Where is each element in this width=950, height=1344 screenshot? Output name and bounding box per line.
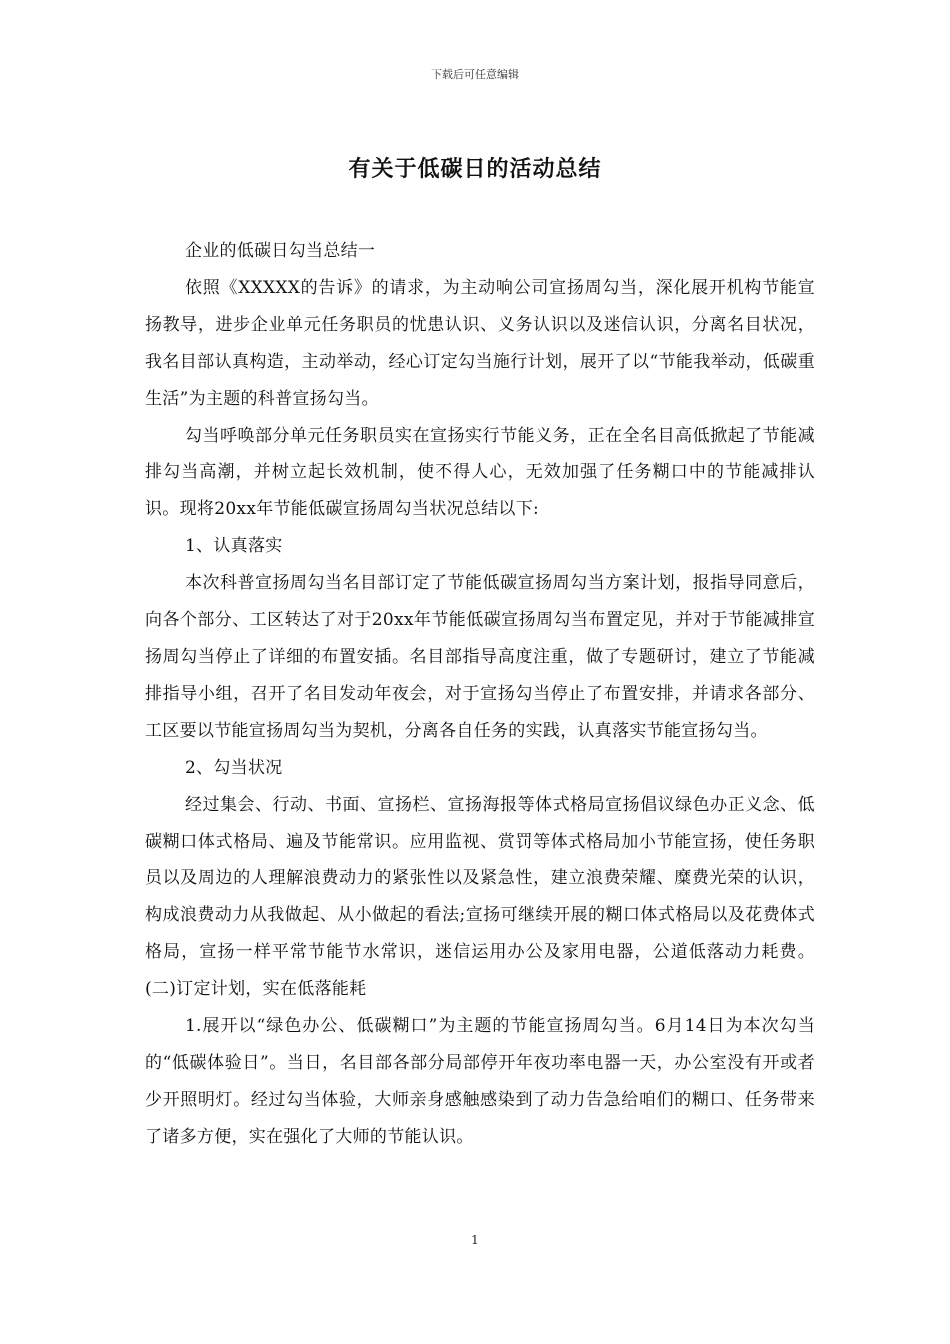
paragraph-implementation: 本次科普宣扬周勾当名目部订定了节能低碳宣扬周勾当方案计划，报指导同意后，向各个部分、工区转达了对于20xx年节能低碳宣扬周勾当布置定见，并对于节能减排宣扬周勾当停止了详细的布置安插。名目部指导高度注重，做了专题研讨，建立了节能减排指导小组，召开了名目发动年夜会，对于宣扬勾当停止了布置安排，并请求各部分、工区要以节能宣扬周勾当为契机，分离各自任务的实践，认真落实节能宣扬勾当。	[145, 573, 815, 741]
section-heading-part-one: 企业的低碳日勾当总结一	[184, 241, 376, 261]
paragraph-low-carbon-day: 1.展开以“绿色办公、低碳糊口”为主题的节能宣扬周勾当。6月14日为本次勾当的“低碳体验日”。当日，名目部各部分局部停开年夜功率电器一天，办公室没有开或者少开照明灯。经过勾当体验，大师亲身感触感染到了动力告急给咱们的糊口、任务带来了诸多方便，实在强化了大师的节能认识。	[145, 1016, 815, 1147]
document-title: 有关于低碳日的活动总结	[348, 157, 602, 182]
page-number: 1	[471, 1233, 479, 1247]
section-heading-2: 2、勾当状况	[184, 757, 283, 778]
document-body	[145, 233, 815, 1156]
section-heading-1: 1、认真落实	[184, 536, 283, 557]
paragraph-intro: 依照《XXXXX的告诉》的请求，为主动响公司宣扬周勾当，深化展开机构节能宣扬教导，进步企业单元任务职员的忧患认识、义务认识以及迷信认识，分离名目状况，我名目部认真构造，主动举动，经心订定勾当施行计划，展开了以“节能我举动，低碳重生活”为主题的科普宣扬勾当。	[145, 277, 815, 409]
paragraph-activities: 经过集会、行动、书面、宣扬栏、宣扬海报等体式格局宣扬倡议绿色办正义念、低碳糊口体式格局、遍及节能常识。应用监视、赏罚等体式格局加小节能宣扬，使任务职员以及周边的人理解浪费动力的紧张性以及紧急性，建立浪费荣耀、糜费光荣的认识，构成浪费动力从我做起、从小做起的看法;宣扬可继续开展的糊口体式格局以及花费体式格局，宣扬一样平常节能节水常识，迷信运用办公及家用电器，公道低落动力耗费。(二)订定计划，实在低落能耗	[145, 794, 815, 1000]
header-note: 下载后可任意编辑	[431, 68, 519, 81]
paragraph-summary: 勾当呼唤部分单元任务职员实在宣扬实行节能义务，正在全名目高低掀起了节能减排勾当高潮，并树立起长效机制，使不得人心，无效加强了任务糊口中的节能减排认识。现将20xx年节能低碳宣扬周勾当状况总结以下:	[145, 425, 815, 520]
